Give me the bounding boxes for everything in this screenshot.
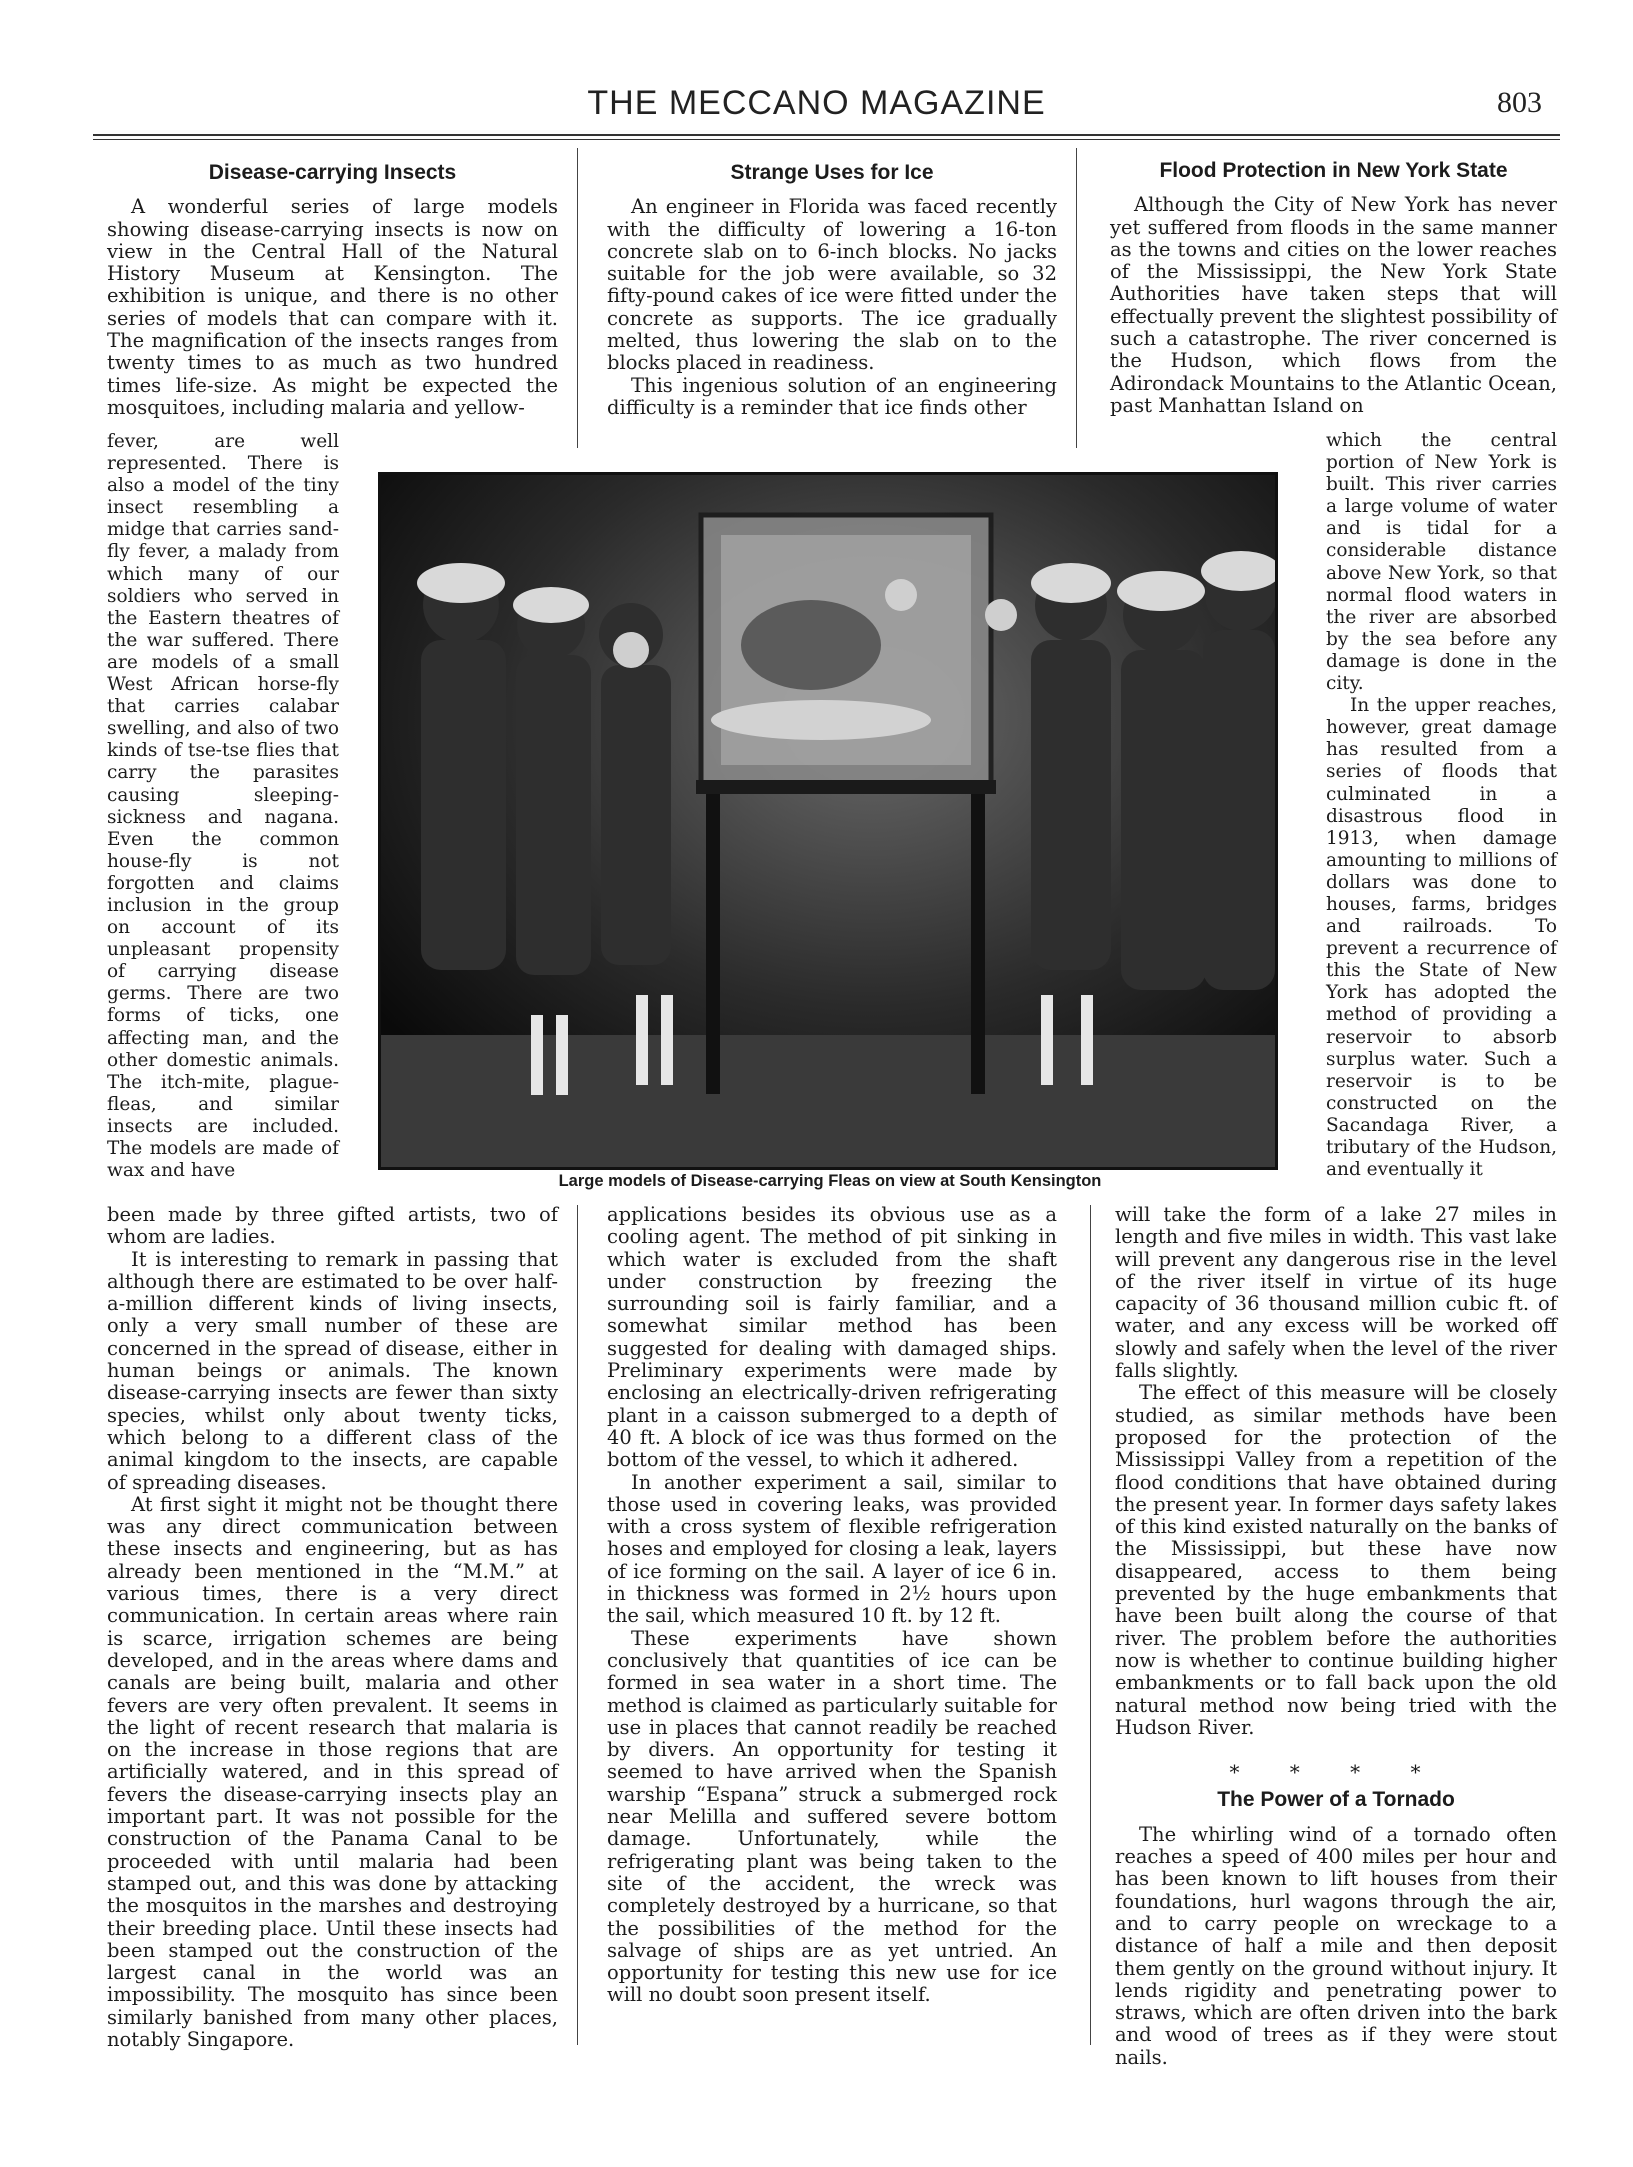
column-divider-left-lower [577,1205,578,2045]
page-number: 803 [1497,86,1542,119]
paragraph: At first sight it might not be thought there was any direct communication between these insects and engineering, but as has already been mentioned in the “M.M.” at various times, there is a very direct communication. In certain areas where rain is scarce, irrigation schemes are being developed, and in the areas where dams and canals are being built, malaria and other fevers are very often prevalent. It seems in the light of recent research that malaria is on the increase in those regions that are artificially watered, and in this spread of fevers the disease-carrying insects play an important part. It was not possible for the construction of the Panama Canal to be proceeded with until malaria had been stamped out, and this was done by attacking the mosquitos in the marshes and destroying their breeding place. Until these insects had been stamped out the construction of the largest canal in the world was an impossibility. The mosquito has since been similarly banished from many other places, notably Singapore. [107,1492,558,2051]
article-heading-flood-protection: Flood Protection in New York State [1159,159,1508,182]
paragraph: In another experiment a sail, similar to those used in covering leaks, was provided with a cross system of flexible refrigeration hoses and employed for closing a leak, layers of ice forming on the sail. A layer of ice 6 in. in thickness was formed in 2½ hours upon the sail, which measured 10 ft. by 12 ft. [607,1470,1057,1628]
left-column-narrow [107,431,339,1182]
paragraph: Although the City of New York has never yet suffered from floods in the same manner as the towns and cities on the lower reaches of the Mississippi, the New York State Authorities have taken steps that will effectually prevent the slightest possibility of such a catastrophe. The river concerned is the Hudson, which flows from the Adirondack Mountains to the Atlantic Ocean, past Manhattan Island on [1110,193,1557,417]
photo-illustration [381,475,1275,1167]
left-column-top [107,162,558,419]
paragraph: An engineer in Florida was faced recently with the difficulty of lowering a 16-ton concrete slab on to 6-inch blocks. No jacks suitable for the job were available, so 32 fifty-pound cakes of ice were fitted under the concrete as supports. The ice gradually melted, thus lowering the slab on to the blocks placed in readiness. [607,195,1057,375]
column-divider-left [577,148,578,448]
right-column-top [1110,160,1557,417]
right-column-narrow [1326,430,1557,1181]
paragraph: applications besides its obvious use as a cooling agent. The method of pit sinking in which water is excluded from the shaft under construction by freezing the surrounding soil is fairly familiar, and a somewhat similar method has been suggested for dealing with damaged ships. Preliminary experiments were made by enclosing an electrically-driven refrigerating plant in a caisson submerged to a depth of 40 ft. A block of ice was thus formed on the bottom of the vessel, to which it adhered. [607,1203,1057,1472]
right-column-bottom [1115,1204,1557,2069]
paragraph: A wonderful series of large models showing disease-carrying insects is now on view in the Central Hall of the Natural History Museum at Kensington. The exhibition is unique, and there is no other series of models that can compare with it. The magnification of the insects ranges from twenty times to as much as two hundred times life-size. As might be expected the mosquitoes, including malaria and yellow- [107,195,558,419]
paragraph: These experiments have shown conclusively that quantities of ice can be formed in sea water in a short time. The method is claimed as particularly suitable for use in places that cannot readily be reached by divers. An opportunity for testing it seemed to have arrived when the Spanish warship “Espana” struck a submerged rock near Melilla and suffered severe bottom damage. Unfortunately, while the refrigerating plant was being taken to the site of the accident, the wreck was completely destroyed by a hurricane, so that the possibilities of the method for the salvage of ships are as yet untried. An opportunity for testing this new use for ice will no doubt soon present itself. [607,1626,1057,2007]
photo-disease-carrying-fleas [378,472,1278,1170]
paragraph: which the central portion of New York is built. This river carries a large volume of water and is tidal for a considerable distance above New York, so that normal flood waters in the river are absorbed by the sea before any damage is done in the city. [1326,430,1557,695]
section-separator: * * * * [1229,1760,1443,1785]
article-heading-disease-carrying-insects: Disease-carrying Insects [208,161,457,184]
paragraph: fever, are well represented. There is also a model of the tiny insect resembling a midge that carries sand-fly fever, a malady from which many of our soldiers who served in the Eastern theatres of the war suffered. There are models of a small West African horse-fly that carries calabar swelling, and also of two kinds of tse-tse flies that carry the parasites causing sleeping-sickness and nagana. Even the common house-fly is not forgotten and claims inclusion in the group on account of its unpleasant propensity of carrying disease germs. There are two forms of ticks, one affecting man, and the other domestic animals. The itch-mite, plague-fleas, and similar insects are included. The models are made of wax and have [107,431,339,1182]
paragraph: been made by three gifted artists, two of whom are ladies. [107,1203,558,1249]
paragraph: will take the form of a lake 27 miles in length and five miles in width. This vast lake will prevent any dangerous rise in the level of the river itself in virtue of its huge capacity of 36 thousand million cubic ft. of water, and any excess will be worked off slowly and safely when the level of the river falls slightly. [1115,1203,1557,1383]
paragraph: The whirling wind of a tornado often reaches a speed of 400 miles per hour and has been known to lift houses from their foundations, hurl wagons through the air, and to carry people on wreckage to a distance of half a mile and then deposit them gently on the ground without injury. It lends rigidity and penetrating power to straws, which are often driven into the bark and wood of trees as if they were stout nails. [1115,1822,1557,2069]
header-rule-top [93,134,1560,136]
left-column-bottom [107,1204,558,2051]
header-rule-bottom [93,139,1560,140]
column-divider-right-lower [1090,1205,1091,2045]
middle-column-bottom [607,1204,1057,2007]
middle-column-top [607,162,1057,419]
article-heading-strange-uses-for-ice: Strange Uses for Ice [730,161,934,184]
article-heading-power-of-a-tornado: The Power of a Tornado [1217,1788,1455,1812]
paragraph: It is interesting to remark in passing that although there are estimated to be over half-a-million different kinds of living insects, only a very small number of these are concerned in the spread of disease, either in human beings or animals. The known disease-carrying insects are fewer than sixty species, whilst only about twenty ticks, which belong to a different class of the animal kingdom to the insects, are capable of spreading diseases. [107,1247,558,1494]
column-divider-right [1076,148,1077,448]
paragraph: In the upper reaches, however, great damage has resulted from a series of floods that culminated in a disastrous flood in 1913, when damage amounting to millions of dollars was done to houses, farms, bridges and railroads. To prevent a recurrence of this the State of New York has adopted the method of providing a reservoir to absorb surplus water. Such a reservoir is to be constructed on the Sacandaga River, a tributary of the Hudson, and eventually it [1326,695,1557,1181]
paragraph: The effect of this measure will be closely studied, as similar methods have been proposed for the protection of the Mississippi Valley from a repetition of the flood conditions that have obtained during the present year. In former days safety lakes of this kind existed naturally on the banks of the Mississippi, but these have now disappeared, access to them being prevented by the huge embankments that have been built along the course of that river. The problem before the authorities now is whether to continue building higher embankments or to fall back upon the old natural method now being tried with the Hudson River. [1115,1381,1557,1739]
photo-caption: Large models of Disease-carrying Fleas on view at South Kensington [558,1172,1102,1190]
paragraph: This ingenious solution of an engineering difficulty is a reminder that ice finds other [607,373,1057,419]
page-header-title: THE MECCANO MAGAZINE [587,84,1046,122]
